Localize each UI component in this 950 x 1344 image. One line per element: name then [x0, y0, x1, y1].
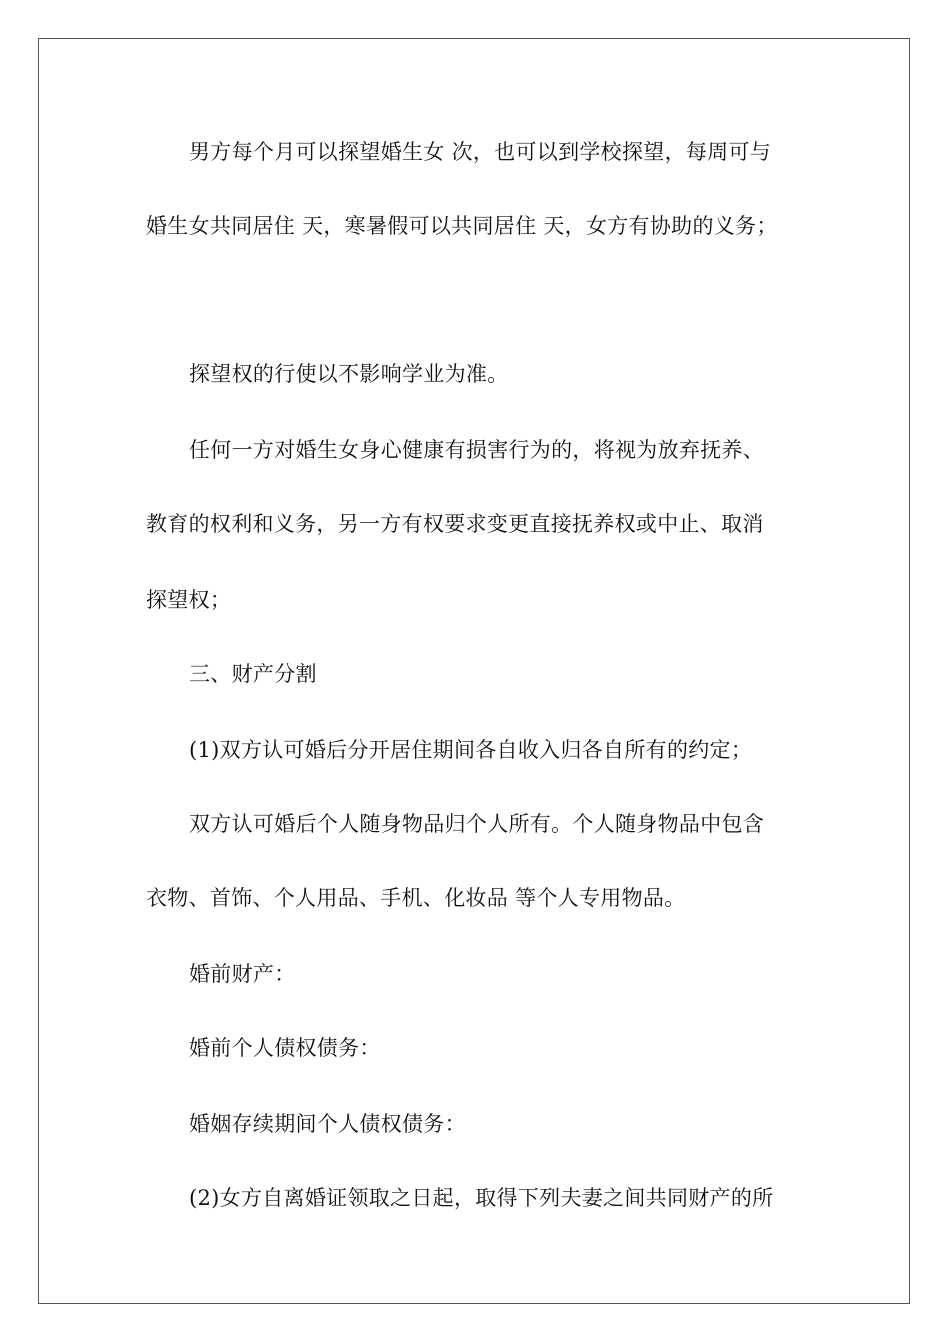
paragraph-line: 教育的权利和义务，另一方有权要求变更直接抚养权或中止、取消	[146, 512, 764, 536]
paragraph-line: 婚前个人债权债务：	[189, 1036, 381, 1060]
paragraph-line: 衣物、首饰、个人用品、手机、化妆品 等个人专用物品。	[146, 886, 686, 910]
paragraph-line: 男方每个月可以探望婚生女 次，也可以到学校探望，每周可与	[189, 140, 772, 164]
paragraph-line: 探望权的行使以不影响学业为准。	[189, 362, 509, 386]
paragraph-line: (2)女方自离婚证领取之日起，取得下列夫妻之间共同财产的所	[189, 1186, 774, 1210]
paragraph-line: 婚前财产：	[189, 962, 296, 986]
paragraph-line: 探望权；	[146, 588, 232, 612]
section-heading: 三、财产分割	[189, 662, 317, 686]
paragraph-line: 婚生女共同居住 天，寒暑假可以共同居住 天，女方有协助的义务；	[146, 214, 778, 238]
paragraph-line: 任何一方对婚生女身心健康有损害行为的，将视为放弃抚养、	[189, 438, 765, 462]
paragraph-line: (1)双方认可婚后分开居住期间各自收入归各自所有的约定；	[189, 738, 753, 762]
paragraph-line: 双方认可婚后个人随身物品归个人所有。个人随身物品中包含	[189, 812, 765, 836]
paragraph-line: 婚姻存续期间个人债权债务：	[189, 1112, 466, 1136]
